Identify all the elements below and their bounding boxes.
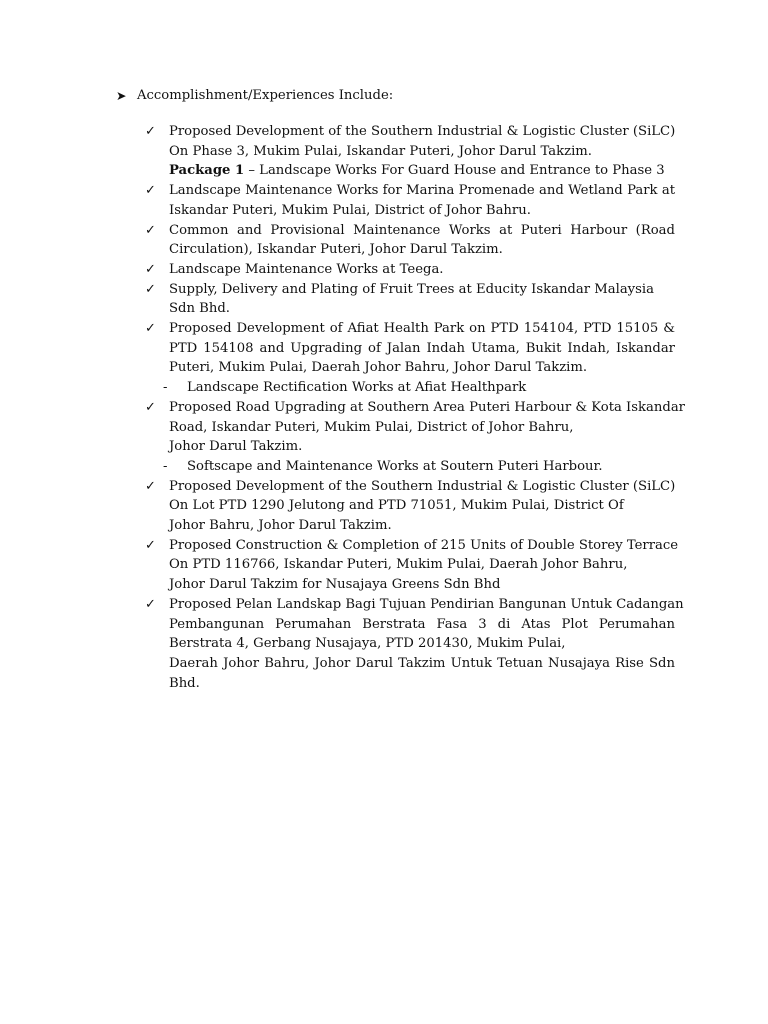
- list-item: [145, 221, 675, 260]
- list-item-line: Supply, Delivery and Plating of Fruit Trees at Educity Iskandar Malaysia: [169, 281, 654, 297]
- checkmark-icon: ✓: [145, 183, 156, 199]
- list-item: [145, 595, 684, 694]
- list-item: [145, 319, 675, 378]
- list-item-group: [145, 319, 675, 398]
- checkmark-icon: ✓: [145, 537, 156, 553]
- package-description: – Landscape Works For Guard House and Entrance to Phase 3: [244, 163, 665, 179]
- list-item-line: Road, Iskandar Puteri, Mukim Pulai, District of Johor Bahru,: [169, 419, 574, 435]
- list-item-line: Daerah Johor Bahru, Johor Darul Takzim Untuk Tetuan Nusajaya Rise Sdn: [169, 655, 675, 671]
- list-item-group: [145, 122, 675, 181]
- list-item-line: Proposed Pelan Landskap Bagi Tujuan Pendirian Bangunan Untuk Cadangan: [169, 596, 684, 612]
- list-item-group: [145, 280, 675, 319]
- list-item-line: On PTD 116766, Iskandar Puteri, Mukim Pulai, Daerah Johor Bahru,: [169, 557, 628, 573]
- list-item-group: [145, 221, 675, 260]
- list-item: [145, 398, 685, 457]
- list-item-group: [145, 181, 675, 220]
- list-item-group: [145, 536, 679, 595]
- list-item-group: [145, 595, 684, 694]
- package-label: Package 1: [169, 163, 245, 179]
- list-item-line: Pembangunan Perumahan Berstrata Fasa 3 di Atas Plot Perumahan: [169, 616, 675, 632]
- list-item: [145, 477, 675, 536]
- sub-item: [145, 457, 675, 477]
- dash-bullet-icon: -: [163, 458, 168, 474]
- list-item-group: [145, 260, 675, 280]
- list-item-line: Landscape Maintenance Works for Marina Promenade and Wetland Park at: [169, 183, 675, 199]
- list-item-line: Proposed Development of the Southern Industrial & Logistic Cluster (SiLC): [169, 124, 676, 139]
- list-item-line: Proposed Road Upgrading at Southern Area Puteri Harbour & Kota Iskandar: [169, 399, 685, 415]
- list-item-line: Johor Bahru, Johor Darul Takzim.: [169, 518, 392, 534]
- arrow-right-icon: ➤: [116, 88, 127, 103]
- list-item-line: Berstrata 4, Gerbang Nusajaya, PTD 201430, Mukim Pulai,: [169, 636, 566, 652]
- list-item-line: Sdn Bhd.: [169, 301, 230, 317]
- sub-item-text: Landscape Rectification Works at Afiat Healthpark: [187, 380, 527, 396]
- list-item-line: On Lot PTD 1290 Jelutong and PTD 71051, Mukim Pulai, District Of: [169, 498, 624, 514]
- list-item-line: Common and Provisional Maintenance Works at Puteri Harbour (Road: [169, 222, 675, 238]
- checkmark-icon: ✓: [145, 478, 156, 494]
- list-item: [145, 280, 675, 319]
- checkmark-icon: ✓: [145, 596, 156, 612]
- list-item-group: [145, 477, 675, 536]
- checkmark-icon: ✓: [145, 261, 156, 277]
- checkmark-icon: ✓: [145, 124, 156, 139]
- list-item: [145, 536, 679, 595]
- list-item: [145, 260, 675, 280]
- sub-item: [145, 378, 675, 398]
- experience-list: [145, 122, 685, 693]
- list-item-group: [145, 398, 685, 477]
- list-item-line: PTD 154108 and Upgrading of Jalan Indah Utama, Bukit Indah, Iskandar: [169, 340, 675, 356]
- checkmark-icon: ✓: [145, 281, 156, 297]
- dash-bullet-icon: -: [163, 380, 168, 396]
- list-item-line: Bhd.: [169, 675, 200, 691]
- list-item-line: Johor Darul Takzim for Nusajaya Greens Sdn Bhd: [169, 577, 501, 593]
- sub-item-text: Softscape and Maintenance Works at Soutern Puteri Harbour.: [187, 458, 603, 474]
- list-item-line: Johor Darul Takzim.: [169, 439, 303, 455]
- list-item-line: Iskandar Puteri, Mukim Pulai, District of Johor Bahru.: [169, 202, 531, 218]
- checkmark-icon: ✓: [145, 399, 156, 415]
- checkmark-icon: ✓: [145, 222, 156, 238]
- list-item-line: Circulation), Iskandar Puteri, Johor Darul Takzim.: [169, 242, 503, 258]
- list-item: [145, 122, 675, 181]
- list-item-line: Proposed Construction & Completion of 215 Units of Double Storey Terrace: [169, 537, 679, 553]
- list-item-line: Proposed Development of Afiat Health Park on PTD 154104, PTD 15105 &: [169, 321, 675, 337]
- list-item-line: Landscape Maintenance Works at Teega.: [169, 261, 444, 277]
- list-item-line: On Phase 3, Mukim Pulai, Iskandar Puteri, Johor Darul Takzim.: [169, 143, 592, 159]
- section-heading-text: Accomplishment/Experiences Include:: [137, 88, 394, 103]
- list-item-line: Puteri, Mukim Pulai, Daerah Johor Bahru, Johor Darul Takzim.: [169, 360, 588, 376]
- list-item: [145, 181, 675, 220]
- checkmark-icon: ✓: [145, 321, 156, 337]
- list-item-line: Proposed Development of the Southern Industrial & Logistic Cluster (SiLC): [169, 478, 676, 494]
- package-line: [169, 161, 675, 181]
